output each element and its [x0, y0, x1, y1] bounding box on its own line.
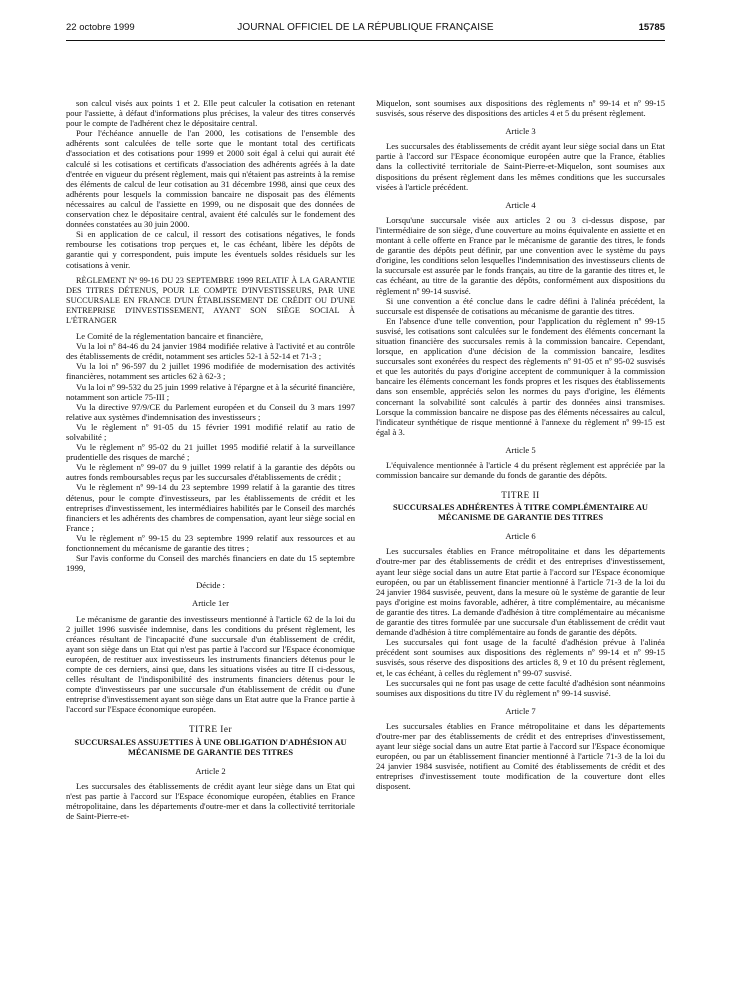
visa-paragraph: Vu le règlement nº 91-05 du 15 février 1991 modifié relatif au ratio de solvabilité ;	[66, 421, 355, 442]
visa-paragraph: Le Comité de la réglementation bancaire et financière,	[76, 331, 264, 342]
header-rule	[66, 40, 665, 41]
paragraph: son calcul visés aux points 1 et 2. Elle peut calculer la cotisation en retenant pour l'assiette, à défaut d'informations plus précises, la valeur des titres conservés pour le compte de l'adhérent chez le dépositaire central.	[66, 98, 355, 129]
header-journal-title: JOURNAL OFFICIEL DE LA RÉPUBLIQUE FRANÇAISE	[237, 22, 494, 33]
article-6-paragraph: Les succursales qui ne font pas usage de cette faculté d'adhésion sont néanmoins soumises aux dispositions du titre IV du règlement nº 99-14 susvisé.	[376, 677, 665, 698]
visa-paragraph: Vu la loi nº 96-597 du 2 juillet 1996 modifiée de modernisation des activités financières, notamment ses articles 62 à 62-3 ;	[66, 361, 355, 382]
visa-paragraph: Vu la loi nº 84-46 du 24 janvier 1984 modifiée relative à l'activité et au contrôle des établissements de crédit, notamment ses articles 52-1 à 52-14 et 71-3 ;	[66, 341, 355, 362]
paragraph: Pour l'échéance annuelle de l'an 2000, les cotisations de l'ensemble des adhérents sont calculées de telle sorte que le montant total des certificats d'association et des cotisations pour 1999 et 2000 soit égal à celui qui aurait été calculé si les cotisations et certificats d'association des adhérents agréés à la date d'entrée en vigueur du présent règlement, mais qui n'étaient pas astreints à la remise des éléments de calcul de leur cotisation au 31 décembre 1998, ainsi que ceux des adhérents pour lesquels la commission bancaire ne disposait pas des éléments nécessaires au calcul de l'assiette en 1999, ou ne disposait que des données de conservation chez le dépositaire central, avaient été calculés sur le fondement des données constatées au 30 juin 2000.	[66, 128, 355, 230]
article-5-heading: Article 5	[505, 444, 536, 455]
article-4-paragraph: En l'absence d'une telle convention, pour l'application du règlement nº 99-15 susvisé, les cotisations sont calculées sur le fondement des éléments concernant la situation financière des succursales remis à la commission bancaire. Cependant, lorsque, en application d'une décision de la commission bancaire, lesdites succursales sont exonérées du respect des règlements nº 91-05 et nº 95-02 susvisés et que les autorités du pays d'origine acceptent de communiquer à la commission bancaire les éléments concernant les fonds propres et les risques des établissements dans son ensemble, appréciés selon les normes du pays d'origine, les éléments concernant la solvabilité sont calculés à partir des données ainsi transmises. Lorsque la commission bancaire ne dispose pas des éléments nécessaires au calcul, l'indicateur synthétique de risque mentionné à l'annexe du règlement nº 99-15 est égal à 3.	[376, 315, 665, 437]
header-date: 22 octobre 1999	[66, 22, 135, 33]
article-3-text: Les succursales des établissements de crédit ayant leur siège social dans un Etat partie à l'accord sur l'Espace économique européen autre que la France, établies dans la collectivité territoriale de Saint-Pierre-et-Miquelon, sont soumises aux dispositions du présent règlement dans les mêmes conditions que les succursales visées à l'article précédent.	[376, 141, 665, 192]
article-1-text: Le mécanisme de garantie des investisseurs mentionné à l'article 62 de la loi du 2 juillet 1996 susvisée indemnise, dans les conditions du présent règlement, les créances résultant de l'incapacité d'une succursale d'un établissement de crédit, ayant son siège dans un Etat qui n'est pas partie à l'accord sur l'Espace économique européen, de restituer aux investisseurs les instruments financiers détenus pour le compte de ces derniers, ainsi que, dans les situations visées au titre II ci-dessous, celles résultant de l'indisponibilité des instruments financiers détenus pour le compte d'investisseurs par une succursale d'un établissement de crédit ou d'une entreprise d'investissement ayant son siège dans un Etat autre que la France partie à l'accord sur l'Espace économique européen.	[66, 613, 355, 715]
visa-paragraph: Vu la directive 97/9/CE du Parlement européen et du Conseil du 3 mars 1997 relative aux systèmes d'indemnisation des investisseurs ;	[66, 401, 355, 422]
continued-paragraph: Miquelon, sont soumises aux dispositions des règlements nº 99-14 et nº 99-15 susvisés, sous réserve des dispositions des articles 4 et 5 du présent règlement.	[376, 98, 665, 119]
titre-2-subtitle: SUCCURSALES ADHÉRENTES À TITRE COMPLÉMENTAIRE AU MÉCANISME DE GARANTIE DES TITRES	[393, 503, 648, 523]
visa-paragraph: Vu le règlement nº 99-14 du 23 septembre 1999 relatif à la garantie des titres détenus, pour le compte d'investisseurs, par les établissements de crédit et les entreprises d'investissement, les intermédiaires habilités par le Conseil des marchés financiers et les adhérents des chambres de compensation, ayant leur siège social en France ;	[66, 482, 355, 533]
right-column	[376, 98, 665, 792]
article-2-heading: Article 2	[195, 765, 226, 776]
visa-paragraph: Vu le règlement nº 95-02 du 21 juillet 1995 modifié relatif à la surveillance prudentielle des risques de marché ;	[66, 442, 355, 463]
titre-1-heading: TITRE Ier	[188, 724, 233, 735]
titre-2-heading: TITRE II	[501, 490, 540, 501]
header-page-number: 15785	[638, 22, 665, 33]
visa-paragraph: Vu le règlement nº 99-15 du 23 septembre 1999 relatif aux ressources et au fonctionnement du mécanisme de garantie des titres ;	[66, 532, 355, 554]
visa-paragraph: Vu le règlement nº 99-07 du 9 juillet 1999 relatif à la garantie des dépôts ou autres fonds remboursables reçus par les succursales d'établissements de crédit ;	[66, 462, 355, 483]
decide-heading: Décide :	[196, 580, 225, 591]
article-4-paragraph: Lorsqu'une succursale visée aux articles 2 ou 3 ci-dessus dispose, par l'intermédiaire de son siège, d'une couverture au moins équivalente en assiette et en montant à celle offerte en France par le mécanisme de garantie des titres, le fonds de garantie des dépôts peut définir, par une convention avec le système du pays d'origine, les conditions selon lesquelles l'indemnisation des investisseurs clients de la succursale est assurée par le fonds français, au titre de la garantie des titres et, le cas échéant, au titre de la garantie des dépôts, conformément aux dispositions du règlement nº 99-14 susvisé.	[376, 214, 665, 296]
article-6-paragraph: Les succursales qui font usage de la faculté d'adhésion prévue à l'alinéa précédent sont soumises aux dispositions des règlements nº 99-14 et nº 99-15 susvisés, sous réserve des dispositions des articles 8, 9 et 10 du présent règlement, et, le cas échéant, à celles du règlement nº 99-07 susvisé.	[376, 637, 665, 678]
article-3-heading: Article 3	[505, 126, 536, 137]
left-column	[66, 98, 355, 821]
article-6-paragraph: Les succursales établies en France métropolitaine et dans les départements d'outre-mer par des établissements de crédit et des entreprises d'investissement, ayant leur siège social dans un autre Etat partie à l'accord sur l'Espace économique européen, ou par un établissement financier mentionné à l'article 71-3 de la loi du 24 janvier 1984 susvisée, peuvent, dans la mesure où le système de garantie de leur pays d'origine est moins favorable, adhérer, à titre complémentaire, au mécanisme de garantie des titres. La demande d'adhésion à titre complémentaire au mécanisme de garantie des titres formulée par une succursale d'un établissement de crédit vaut demande d'adhésion à titre complémentaire au fonds de garantie des dépôts.	[376, 546, 665, 638]
titre-1-subtitle: SUCCURSALES ASSUJETTIES À UNE OBLIGATION D'ADHÉSION AU MÉCANISME DE GARANTIE DES TITRES	[74, 737, 347, 757]
article-5-text: L'équivalence mentionnée à l'article 4 du présent règlement est appréciée par la commission bancaire sur demande du fonds de garantie des dépôts.	[376, 460, 665, 481]
article-6-heading: Article 6	[505, 531, 536, 542]
page-header	[66, 22, 665, 36]
article-4-paragraph: Si une convention a été conclue dans le cadre défini à l'alinéa précédent, la succursale est dispensée de cotisations au mécanisme de garantie des titres.	[376, 295, 665, 316]
article-4-heading: Article 4	[505, 199, 536, 210]
article-7-heading: Article 7	[505, 705, 536, 716]
visa-paragraph: Vu la loi nº 99-532 du 25 juin 1999 relative à l'épargne et à la sécurité financière, notamment son article 75-III ;	[66, 381, 355, 402]
article-7-text: Les succursales établies en France métropolitaine et dans les départements d'outre-mer par des établissements de crédit et des entreprises d'investissement, ayant leur siège social dans un autre Etat partie à l'accord sur l'Espace économique européen, ou par un établissement financier mentionné à l'article 71-3 de la loi du 24 janvier 1984 susvisée, notifient au Comité des établissements de crédit et des entreprises d'investissement toute modification de la couverture dont elles disposent.	[376, 720, 665, 792]
paragraph: Si en application de ce calcul, il ressort des cotisations négatives, le fonds rembourse les cotisations trop perçues et, le cas échéant, libère les dépôts de garantie qui y correspondent, puis impute les éventuels soldes résiduels sur les cotisations à venir.	[66, 229, 355, 270]
article-2-text: Les succursales des établissements de crédit ayant leur siège dans un Etat qui n'est pas partie à l'accord sur l'Espace économique européen, établies en France métropolitaine, dans les départements d'outre-mer et dans la collectivité territoriale de Saint-Pierre-et-	[66, 780, 355, 821]
visa-paragraph: Sur l'avis conforme du Conseil des marchés financiers en date du 15 septembre 1999,	[66, 553, 355, 574]
article-1-heading: Article 1er	[192, 598, 229, 609]
regulation-title: RÈGLEMENT Nº 99-16 DU 23 SEPTEMBRE 1999 RELATIF À LA GARANTIE DES TITRES DÉTENUS, POUR LE COMPTE D'INVESTISSEURS, PAR UNE SUCCURSALE EN FRANCE D'UN ÉTABLISSEMENT DE CRÉDIT OU D'UNE ENTREPRISE D'INVESTISSEMENT, AYANT SON SIÈGE SOCIAL À L'ÉTRANGER	[66, 275, 355, 325]
